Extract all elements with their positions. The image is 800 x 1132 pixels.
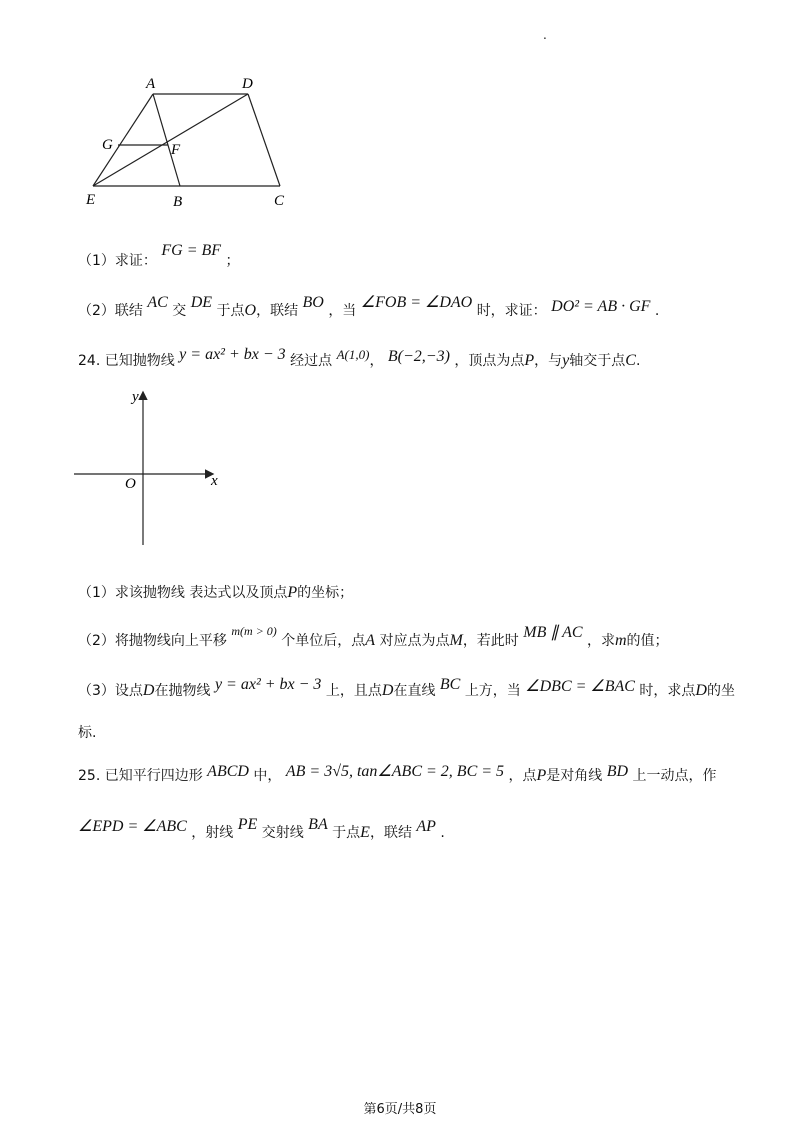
q24-part3-cont: 标. (78, 725, 97, 741)
q23-part1: （1）求证： FG = BF ； (78, 242, 240, 269)
label-c: C (274, 193, 285, 209)
coordinate-axes (70, 385, 230, 550)
x-axis-label: x (211, 473, 218, 489)
geometry-figure-1 (80, 72, 300, 212)
segment-dc (248, 94, 280, 186)
segment-ab (153, 94, 180, 186)
q24-part3: （3）设点D在抛物线 y = ax² + bx − 3 上，且点D在直线 BC 上方，当 ∠DBC = ∠BAC 时，求点D的坐 (78, 676, 735, 699)
label-g: G (102, 137, 113, 153)
q24-part1: （1）求该抛物线 表达式以及顶点P的坐标； (78, 584, 354, 601)
top-mark: . (543, 28, 547, 42)
q23-p1-math: FG = BF (161, 242, 222, 259)
q24-part2: （2）将抛物线向上平移 m(m > 0) 个单位后，点A 对应点为点M，若此时 MB ∥ AC ，求m的值； (78, 624, 669, 649)
label-e: E (86, 192, 96, 208)
segment-ed (93, 94, 248, 186)
label-b: B (173, 194, 183, 210)
origin-label: O (125, 476, 136, 492)
page-footer: 第6页/共8页 (363, 1102, 437, 1117)
y-axis-label: y (132, 389, 139, 405)
q23-part2: （2）联结 AC 交 DE 于点O，联结 BO ，当 ∠FOB = ∠DAO 时，求证： DO² = AB · GF . (78, 294, 660, 319)
q23-p1-label: （1）求证： (78, 253, 157, 269)
label-f: F (171, 142, 181, 158)
q25-stem: 25. 已知平行四边形 ABCD 中， AB = 3√5, tan∠ABC = 2, BC = 5 ，点P是对角线 BD 上一动点，作 (78, 763, 717, 784)
q25-stem-cont: ∠EPD = ∠ABC ，射线 PE 交射线 BA 于点E，联结 AP . (78, 816, 445, 841)
q24-stem: 24. 已知抛物线 y = ax² + bx − 3 经过点 A(1,0)， B(−2,−3) ，顶点为点P，与y轴交于点C. (78, 346, 641, 369)
label-a: A (146, 76, 156, 92)
label-d: D (242, 76, 253, 92)
